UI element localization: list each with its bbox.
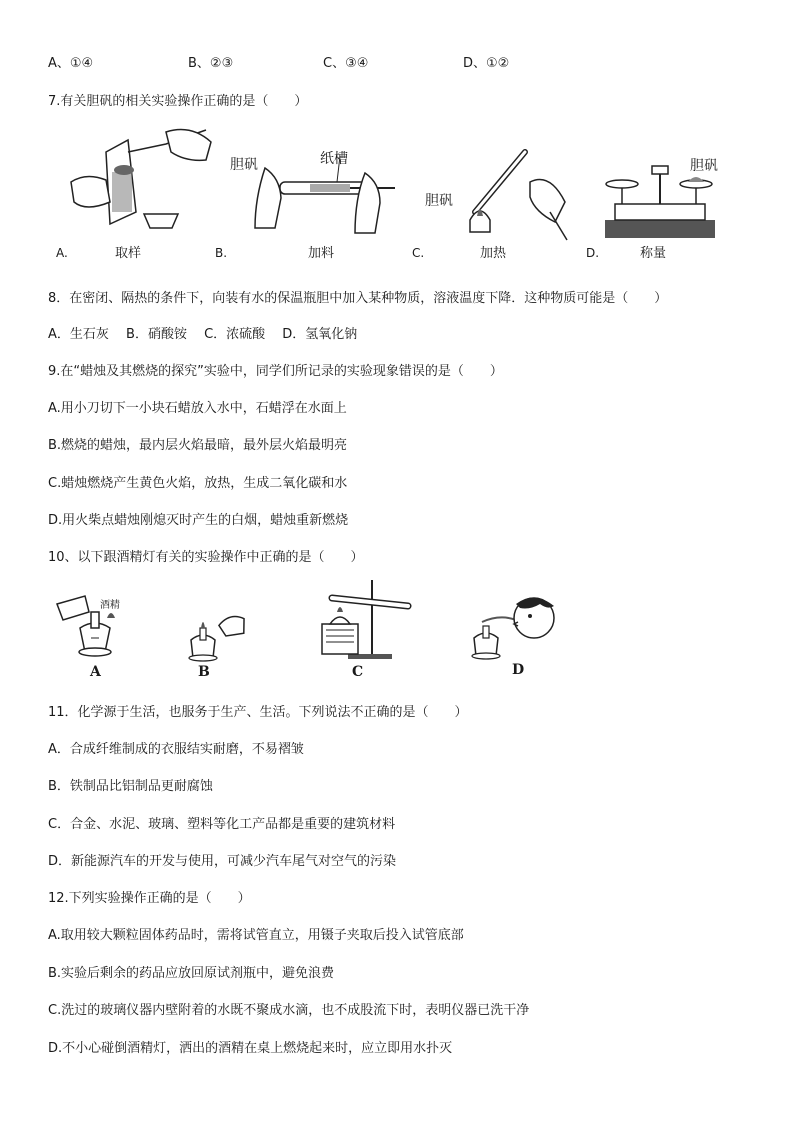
q7-figure-a — [66, 122, 216, 262]
q6-option-d: D、①② — [463, 56, 510, 71]
q10-figure-b — [185, 610, 255, 662]
q11-option-d: D．新能源汽车的开发与使用，可减少汽车尾气对空气的污染 — [48, 854, 397, 869]
q9-option-c: C.蜡烛燃烧产生黄色火焰，放热，生成二氧化碳和水 — [48, 476, 348, 491]
q12-option-d: D.不小心碰倒酒精灯，洒出的酒精在桌上燃烧起来时，应立即用水扑灭 — [48, 1041, 453, 1056]
q10-stem: 10、以下跟酒精灯有关的实验操作中正确的是（ ） — [48, 550, 364, 565]
q12-option-a: A.取用较大颗粒固体药品时，需将试管直立，用镊子夹取后投入试管底部 — [48, 928, 464, 943]
q11-option-c: C．合金、水泥、玻璃、塑料等化工产品都是重要的建筑材料 — [48, 817, 396, 832]
q7-figure-a-letter: A. — [56, 246, 68, 260]
heating-stand-illustration — [318, 578, 418, 660]
q9-option-d: D.用火柴点蜡烛刚熄灭时产生的白烟，蜡烛重新燃烧 — [48, 513, 349, 528]
q7-figure-b-label: 胆矾 — [230, 157, 258, 173]
q10-figure-d — [470, 592, 560, 662]
q10-figure-d-letter: D — [512, 662, 525, 678]
q7-figure-b-caption: 加料 — [308, 246, 335, 261]
q7-figure-c-caption: 加热 — [480, 246, 507, 261]
q9-option-b: B.燃烧的蜡烛，最内层火焰最暗，最外层火焰最明亮 — [48, 438, 348, 453]
q12-stem: 12.下列实验操作正确的是（ ） — [48, 891, 251, 906]
q8-options: A．生石灰 B．硝酸铵 C．浓硫酸 D．氢氧化钠 — [48, 327, 358, 342]
q7-figure-c-label: 胆矾 — [425, 193, 453, 209]
q11-stem: 11．化学源于生活，也服务于生产、生活。下列说法不正确的是（ ） — [48, 705, 468, 720]
q10-figure-c — [318, 578, 418, 660]
heating-illustration — [455, 142, 575, 242]
q7-figure-c-letter: C. — [412, 246, 425, 260]
q10-figure-a-letter: A — [90, 664, 101, 680]
q7-figure-b-label-trough: 纸槽 — [320, 151, 348, 167]
q7-stem: 7.有关胆矾的相关实验操作正确的是（ ） — [48, 94, 308, 109]
q7-figure-b-letter: B. — [215, 246, 228, 260]
lamp-to-lamp-illustration — [185, 610, 255, 662]
q6-option-b: B、②③ — [188, 56, 234, 71]
q11-option-a: A．合成纤维制成的衣服结实耐磨，不易褶皱 — [48, 742, 304, 757]
sampling-illustration — [66, 122, 216, 262]
q10-figure-b-letter: B — [198, 664, 210, 680]
q6-option-a: A、①④ — [48, 56, 94, 71]
q7-figure-d-label: 胆矾 — [690, 158, 718, 174]
q7-figure-c — [455, 142, 575, 242]
q7-figure-a-caption: 取样 — [115, 246, 142, 261]
q12-option-b: B.实验后剩余的药品应放回原试剂瓶中，避免浪费 — [48, 966, 335, 981]
q6-option-c: C、③④ — [323, 56, 369, 71]
q11-option-b: B．铁制品比铝制品更耐腐蚀 — [48, 779, 213, 794]
q7-figure-d-letter: D. — [586, 246, 600, 260]
q8-stem: 8．在密闭、隔热的条件下，向装有水的保温瓶胆中加入某种物质，溶液温度下降．这种物质可能是（ ） — [48, 291, 668, 306]
q9-stem: 9.在“蜡烛及其燃烧的探究”实验中，同学们所记录的实验现象错误的是（ ） — [48, 364, 503, 379]
q10-figure-a-label: 酒精 — [100, 600, 120, 611]
q12-option-c: C.洗过的玻璃仪器内壁附着的水既不聚成水滴，也不成股流下时，表明仪器已洗干净 — [48, 1003, 530, 1018]
q10-figure-c-letter: C — [352, 664, 364, 680]
blowing-lamp-illustration — [470, 592, 560, 662]
q7-figure-d-caption: 称量 — [640, 246, 667, 261]
q9-option-a: A.用小刀切下一小块石蜡放入水中，石蜡浮在水面上 — [48, 401, 347, 416]
